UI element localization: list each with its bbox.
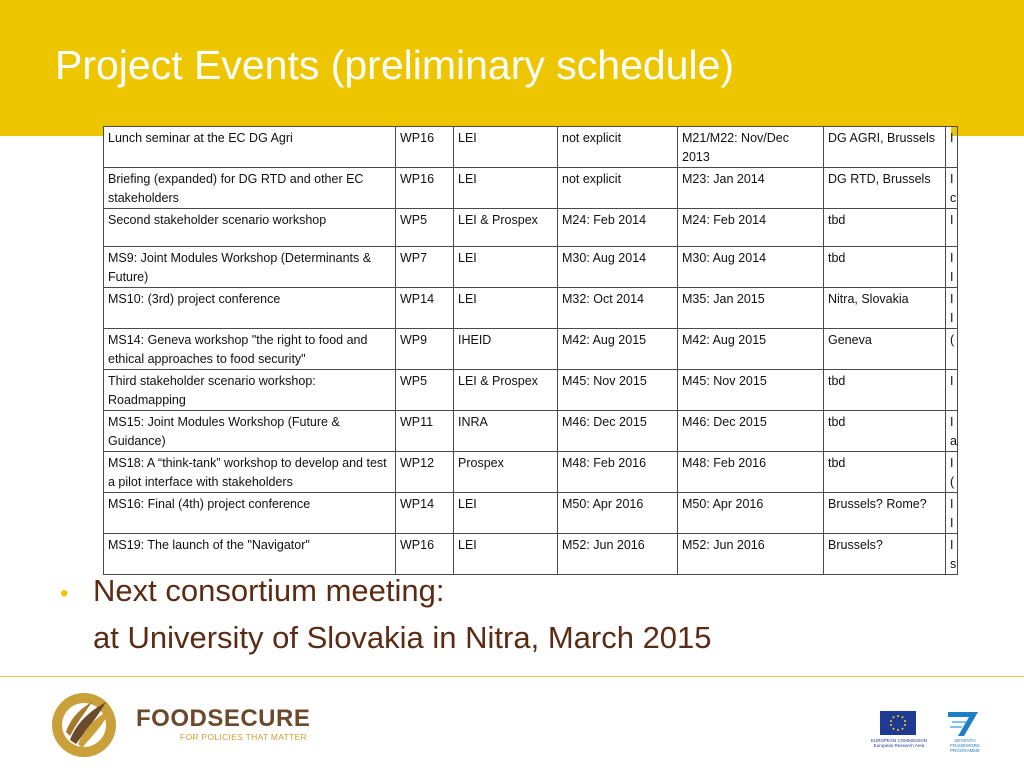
table-cell: I xyxy=(946,209,958,247)
table-cell: Nitra, Slovakia xyxy=(824,288,946,329)
fp7-logo-icon xyxy=(942,708,986,738)
table-row xyxy=(104,247,958,288)
table-cell: MS10: (3rd) project conference xyxy=(104,288,396,329)
brand-tagline: FOR POLICIES THAT MATTER xyxy=(180,732,308,742)
table-cell: MS19: The launch of the "Navigator" xyxy=(104,534,396,575)
table-row xyxy=(104,411,958,452)
table-cell: LEI xyxy=(454,534,558,575)
table-cell: tbd xyxy=(824,370,946,411)
next-meeting-location: at University of Slovakia in Nitra, March 2015 xyxy=(93,620,712,655)
table-cell: M42: Aug 2015 xyxy=(678,329,824,370)
table-cell: M23: Jan 2014 xyxy=(678,168,824,209)
next-meeting-heading: Next consortium meeting: xyxy=(93,573,445,608)
schedule-table-body xyxy=(104,127,958,575)
table-cell: M48: Feb 2016 xyxy=(678,452,824,493)
table-cell: LEI & Prospex xyxy=(454,370,558,411)
table-cell: M30: Aug 2014 xyxy=(678,247,824,288)
table-row xyxy=(104,534,958,575)
table-cell: M42: Aug 2015 xyxy=(558,329,678,370)
table-cell: M45: Nov 2015 xyxy=(678,370,824,411)
table-cell: WP16 xyxy=(396,127,454,168)
table-cell: MS14: Geneva workshop "the right to food and ethical approaches to food security" xyxy=(104,329,396,370)
table-row xyxy=(104,493,958,534)
table-cell: Third stakeholder scenario workshop: Roadmapping xyxy=(104,370,396,411)
table-cell: WP5 xyxy=(396,370,454,411)
table-cell: Second stakeholder scenario workshop xyxy=(104,209,396,247)
table-cell: LEI xyxy=(454,288,558,329)
table-cell: M24: Feb 2014 xyxy=(558,209,678,247)
table-cell: M45: Nov 2015 xyxy=(558,370,678,411)
table-cell: LEI xyxy=(454,168,558,209)
table-cell: LEI xyxy=(454,127,558,168)
table-row xyxy=(104,329,958,370)
table-cell: not explicit xyxy=(558,127,678,168)
fp7-caption: SEVENTH FRAMEWORK PROGRAMME xyxy=(949,738,980,753)
table-cell: tbd xyxy=(824,247,946,288)
table-cell: M50: Apr 2016 xyxy=(678,493,824,534)
table-cell: LEI xyxy=(454,493,558,534)
schedule-table xyxy=(103,126,958,575)
table-cell: I I xyxy=(946,247,958,288)
table-cell: not explicit xyxy=(558,168,678,209)
table-cell: tbd xyxy=(824,452,946,493)
table-row xyxy=(104,288,958,329)
table-cell: M21/M22: Nov/Dec 2013 xyxy=(678,127,824,168)
table-cell: WP7 xyxy=(396,247,454,288)
table-cell: M48: Feb 2016 xyxy=(558,452,678,493)
table-cell: I I xyxy=(946,288,958,329)
table-row xyxy=(104,209,958,247)
table-cell: WP5 xyxy=(396,209,454,247)
table-cell: tbd xyxy=(824,411,946,452)
table-cell: MS16: Final (4th) project conference xyxy=(104,493,396,534)
table-cell: IHEID xyxy=(454,329,558,370)
table-cell: I I xyxy=(946,493,958,534)
table-cell: ( xyxy=(946,329,958,370)
table-cell: WP16 xyxy=(396,168,454,209)
table-cell: I a xyxy=(946,411,958,452)
table-cell: M32: Oct 2014 xyxy=(558,288,678,329)
table-cell: tbd xyxy=(824,209,946,247)
table-cell: Brussels? xyxy=(824,534,946,575)
table-cell: MS9: Joint Modules Workshop (Determinants & Future) xyxy=(104,247,396,288)
table-cell: M24: Feb 2014 xyxy=(678,209,824,247)
table-row xyxy=(104,168,958,209)
table-cell: WP12 xyxy=(396,452,454,493)
table-cell: WP16 xyxy=(396,534,454,575)
table-cell: Geneva xyxy=(824,329,946,370)
table-row xyxy=(104,370,958,411)
table-cell: I ( xyxy=(946,452,958,493)
table-cell: I xyxy=(946,127,958,168)
table-cell: Briefing (expanded) for DG RTD and other EC stakeholders xyxy=(104,168,396,209)
schedule-table-container xyxy=(103,126,957,571)
table-cell: MS15: Joint Modules Workshop (Future & Guidance) xyxy=(104,411,396,452)
table-row xyxy=(104,452,958,493)
table-cell: M46: Dec 2015 xyxy=(678,411,824,452)
table-cell: LEI & Prospex xyxy=(454,209,558,247)
table-cell: WP11 xyxy=(396,411,454,452)
table-cell: WP14 xyxy=(396,288,454,329)
table-cell: M46: Dec 2015 xyxy=(558,411,678,452)
table-cell: WP14 xyxy=(396,493,454,534)
table-cell: Lunch seminar at the EC DG Agri xyxy=(104,127,396,168)
table-cell: I s xyxy=(946,534,958,575)
brand-name: FOODSECURE xyxy=(136,705,311,732)
table-cell: Prospex xyxy=(454,452,558,493)
page-title: Project Events (preliminary schedule) xyxy=(55,42,735,88)
table-cell: I c xyxy=(946,168,958,209)
table-cell: MS18: A “think-tank” workshop to develop and test a pilot interface with stakeholders xyxy=(104,452,396,493)
eu-caption: EUROPEAN COMMISSION European Research Area xyxy=(870,738,927,748)
table-row xyxy=(104,127,958,168)
table-cell: M52: Jun 2016 xyxy=(678,534,824,575)
table-cell: M52: Jun 2016 xyxy=(558,534,678,575)
table-cell: M35: Jan 2015 xyxy=(678,288,824,329)
table-cell: M50: Apr 2016 xyxy=(558,493,678,534)
table-cell: INRA xyxy=(454,411,558,452)
table-cell: DG RTD, Brussels xyxy=(824,168,946,209)
table-cell: I xyxy=(946,370,958,411)
footer-divider xyxy=(0,676,1024,677)
table-cell: DG AGRI, Brussels xyxy=(824,127,946,168)
table-cell: M30: Aug 2014 xyxy=(558,247,678,288)
foodsecure-wheat-logo-icon xyxy=(48,688,130,760)
bullet-dot-icon: • xyxy=(60,580,69,607)
table-cell: Brussels? Rome? xyxy=(824,493,946,534)
table-cell: WP9 xyxy=(396,329,454,370)
table-cell: LEI xyxy=(454,247,558,288)
eu-flag-icon xyxy=(880,711,916,735)
